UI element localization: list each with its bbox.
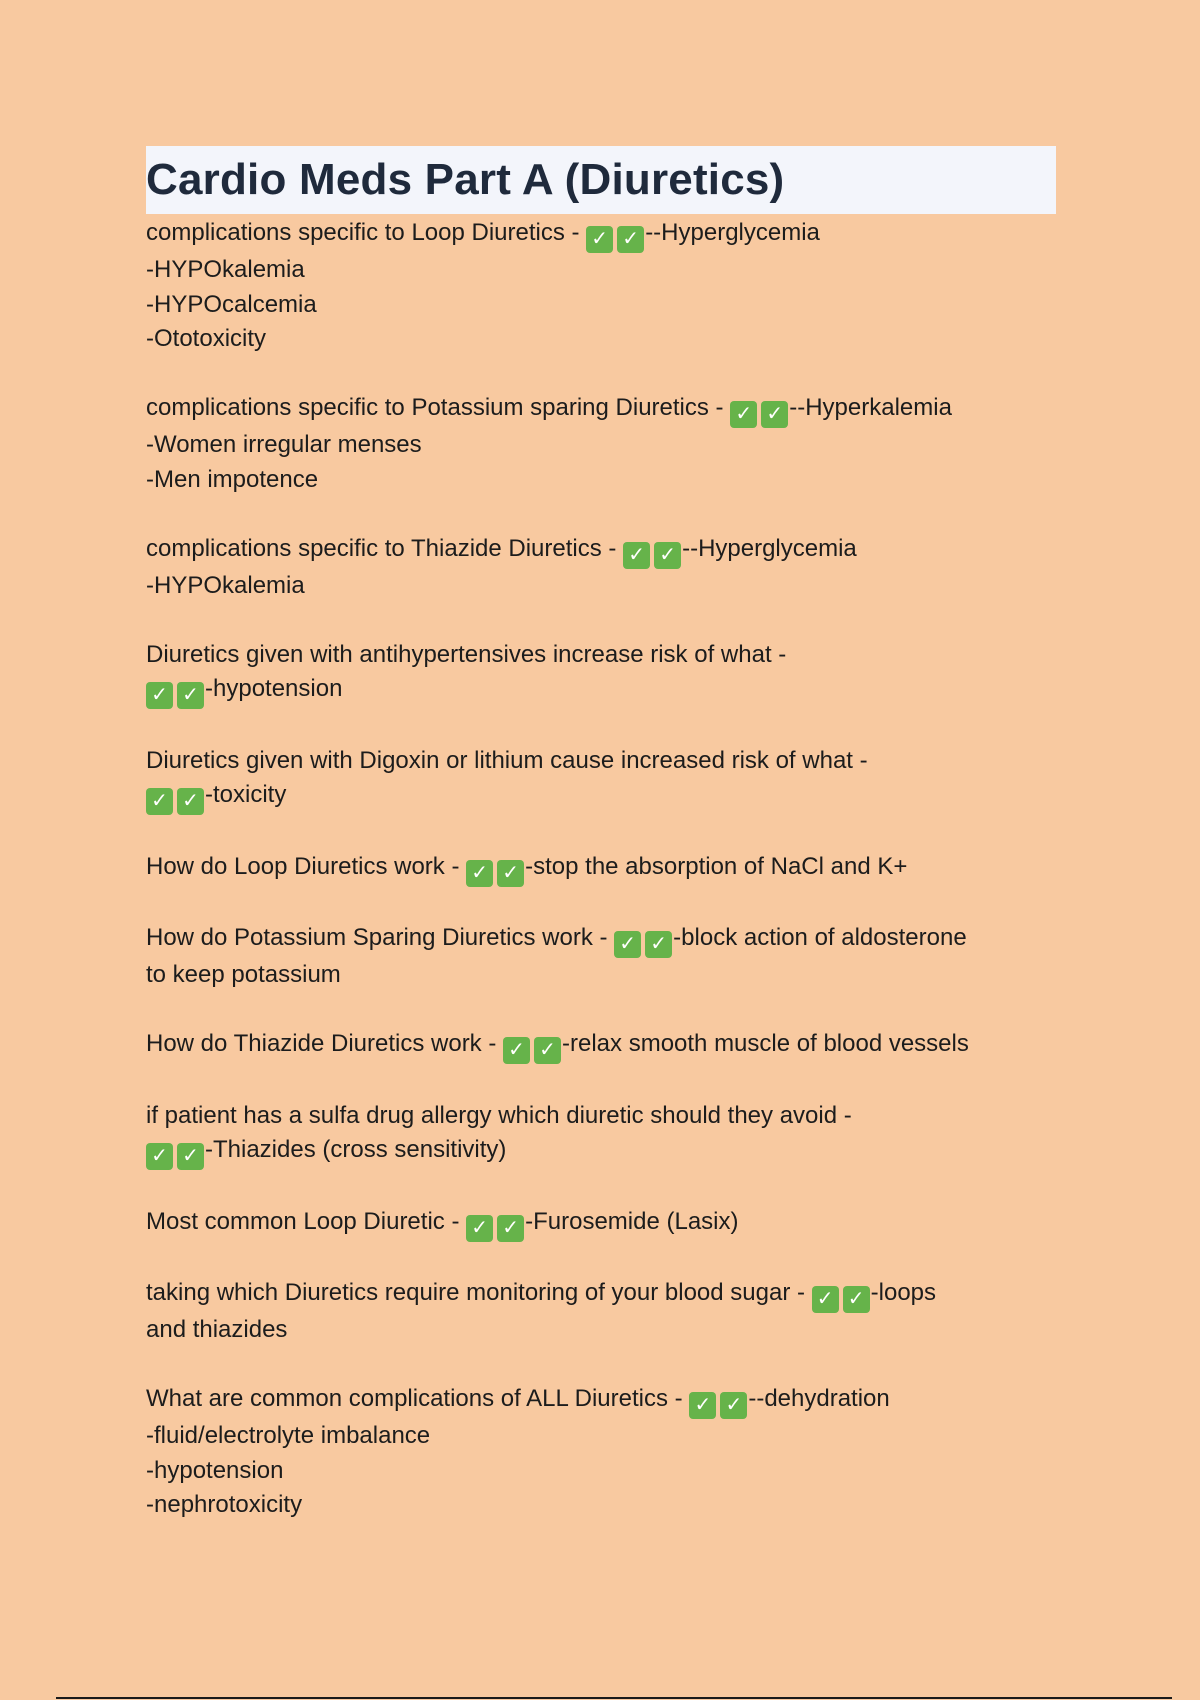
answer-line: [146, 672, 1056, 709]
checkmark-box-icon: ✓: [146, 1143, 173, 1170]
answer-text: -toxicity: [205, 781, 287, 808]
answer-line: -HYPOkalemia: [146, 256, 305, 283]
question-line: [146, 1276, 1056, 1313]
answer-text: -Furosemide (Lasix): [525, 1207, 739, 1235]
checkmark-box-icon: ✓: [645, 931, 672, 958]
answer-text: -relax smooth muscle of blood vessels: [562, 1030, 969, 1057]
checkmark-box-icon: ✓: [497, 860, 524, 887]
question-text: taking which Diuretics require monitoring of your blood sugar -: [146, 1279, 812, 1306]
checkmark-box-icon: ✓: [146, 788, 173, 815]
answer-line: -Men impotence: [146, 465, 319, 493]
checkmark-box-icon: ✓: [614, 931, 641, 958]
question-line: [146, 1205, 1056, 1242]
answer-text: -Thiazides (cross sensitivity): [205, 1136, 507, 1163]
checkmark-box-icon: ✓: [812, 1286, 839, 1313]
answer-line: -HYPOcalcemia: [146, 290, 317, 318]
question-text: How do Potassium Sparing Diuretics work -: [146, 924, 615, 951]
flashcard: [146, 638, 1056, 710]
checkmark-box-icon: ✓: [617, 226, 644, 253]
answer-text: -stop the absorption of NaCl and K+: [525, 852, 908, 880]
question-line: [146, 532, 1056, 569]
question-line: [146, 1382, 1056, 1419]
flashcard: [146, 1099, 1056, 1171]
question-text: complications specific to Loop Diuretics -: [146, 219, 587, 246]
checkmark-box-icon: ✓: [534, 1037, 561, 1064]
flashcard: [146, 744, 1056, 816]
answer-line: [146, 1133, 1056, 1170]
checkmark-box-icon: ✓: [466, 1215, 493, 1242]
checkmark-box-icon: ✓: [177, 1143, 204, 1170]
question-text: What are common complications of ALL Diuretics -: [146, 1385, 690, 1412]
footer-divider: [56, 1697, 1172, 1699]
checkmark-box-icon: ✓: [503, 1037, 530, 1064]
checkmark-box-icon: ✓: [466, 860, 493, 887]
answer-line: -Women irregular menses: [146, 431, 422, 458]
flashcard: [146, 921, 1056, 993]
answer-text: --dehydration: [748, 1385, 890, 1412]
page-title: Cardio Meds Part A (Diuretics): [146, 155, 785, 204]
answer-text: --Hyperkalemia: [789, 394, 952, 421]
question-line: if patient has a sulfa drug allergy which diuretic should they avoid -: [146, 1101, 852, 1129]
answer-text: --Hyperglycemia: [682, 534, 857, 562]
question-line: [146, 391, 1056, 428]
flashcard: [146, 1276, 1056, 1348]
checkmark-box-icon: ✓: [177, 788, 204, 815]
answer-line: and thiazides: [146, 1316, 288, 1343]
checkmark-box-icon: ✓: [146, 682, 173, 709]
checkmark-box-icon: ✓: [623, 542, 650, 569]
answer-line: [146, 778, 1056, 815]
checkmark-box-icon: ✓: [654, 542, 681, 569]
checkmark-box-icon: ✓: [177, 682, 204, 709]
question-text: complications specific to Potassium sparing Diuretics -: [146, 394, 731, 421]
question-line: [146, 921, 1056, 958]
question-line: [146, 1027, 1056, 1064]
answer-line: -Ototoxicity: [146, 325, 267, 352]
checkmark-box-icon: ✓: [720, 1392, 747, 1419]
answer-line: -HYPOkalemia: [146, 571, 305, 599]
question-line: [146, 216, 1056, 253]
checkmark-box-icon: ✓: [689, 1392, 716, 1419]
answer-line: -nephrotoxicity: [146, 1491, 303, 1518]
checkmark-box-icon: ✓: [843, 1286, 870, 1313]
question-text: Most common Loop Diuretic -: [146, 1207, 467, 1235]
question-line: [146, 850, 1056, 887]
answer-text: -loops: [870, 1279, 937, 1306]
question-text: How do Loop Diuretics work -: [146, 852, 467, 880]
question-text: How do Thiazide Diuretics work -: [146, 1030, 504, 1057]
answer-text: -block action of aldosterone: [673, 924, 967, 951]
checkmark-box-icon: ✓: [761, 401, 788, 428]
answer-text: --Hyperglycemia: [645, 219, 820, 246]
checkmark-box-icon: ✓: [497, 1215, 524, 1242]
flashcard: [146, 391, 1056, 497]
flashcard: [146, 850, 1056, 887]
flashcard: [146, 1382, 1056, 1523]
question-line: Diuretics given with Digoxin or lithium cause increased risk of what -: [146, 746, 868, 774]
question-line: Diuretics given with antihypertensives increase risk of what -: [146, 640, 787, 668]
document-page: [146, 146, 1056, 1557]
flashcard: [146, 1027, 1056, 1064]
flashcard: [146, 1205, 1056, 1242]
question-text: complications specific to Thiazide Diuretics -: [146, 534, 624, 562]
flashcard: [146, 532, 1056, 604]
answer-text: -hypotension: [205, 675, 343, 702]
flashcard-list: [146, 216, 1056, 1523]
answer-line: -fluid/electrolyte imbalance: [146, 1422, 431, 1449]
answer-line: to keep potassium: [146, 961, 341, 988]
title-banner: [146, 146, 1056, 214]
checkmark-box-icon: ✓: [586, 226, 613, 253]
answer-line: -hypotension: [146, 1456, 284, 1484]
flashcard: [146, 216, 1056, 357]
checkmark-box-icon: ✓: [730, 401, 757, 428]
